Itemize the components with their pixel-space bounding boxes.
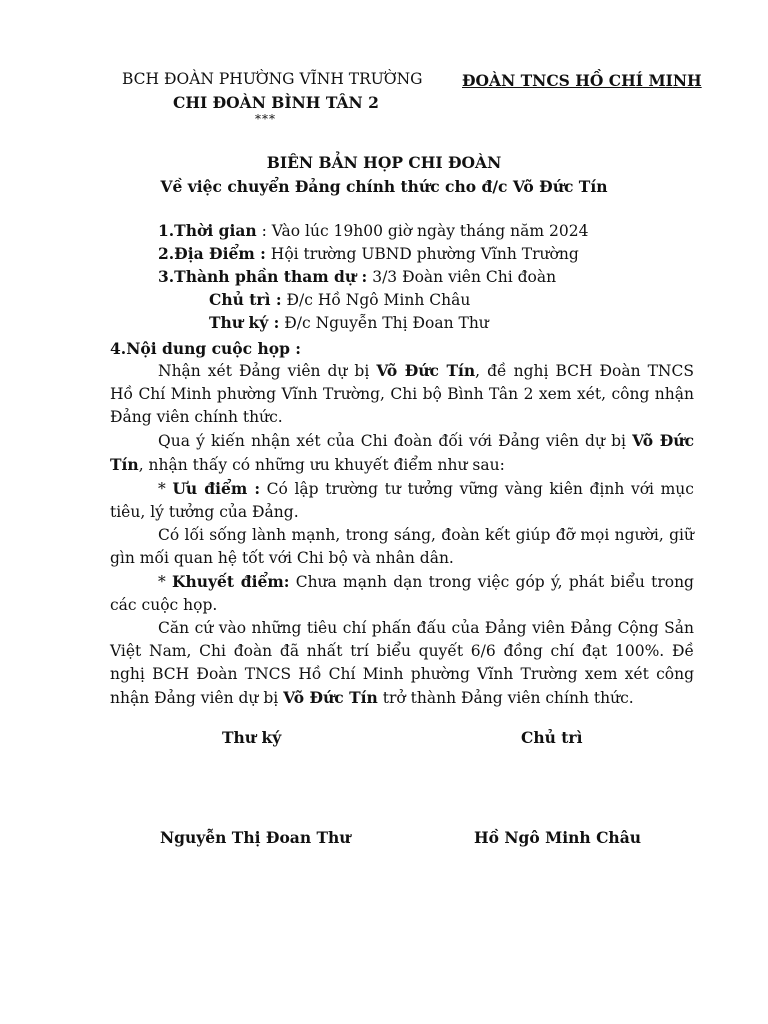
meeting-chair bbox=[209, 288, 470, 312]
header-stars: *** bbox=[255, 112, 276, 126]
secretary-value: Đ/c Nguyễn Thị Đoan Thư bbox=[279, 314, 489, 332]
paragraph-strengths: * Ưu điểm : Có lập trường tư tưởng vững vàng kiên định với mục tiêu, lý tưởng của Đảng. bbox=[110, 479, 694, 521]
content-body bbox=[110, 359, 694, 710]
secretary-title: Thư ký bbox=[222, 728, 282, 747]
secretary-label: Thư ký : bbox=[209, 313, 280, 332]
meeting-time bbox=[158, 219, 588, 243]
content-heading-number: 4. bbox=[110, 339, 127, 358]
chair-signature-name: Hồ Ngô Minh Châu bbox=[474, 828, 642, 847]
place-label: 2.Địa Điểm : bbox=[158, 244, 266, 263]
content-heading-text: Nội dung cuộc họp : bbox=[126, 339, 302, 358]
paragraph-1: Nhận xét Đảng viên dự bị Võ Đức Tín, đề nghị BCH Đoàn TNCS Hồ Chí Minh phường Vĩnh Trường, Chi bộ Bình Tân 2 xem xét, công nhận Đảng viên chính thức. bbox=[110, 361, 694, 426]
attend-label: 3.Thành phần tham dự : bbox=[158, 267, 368, 286]
weaknesses-label: Khuyết điểm: bbox=[172, 572, 290, 591]
org-name-line1: BCH ĐOÀN PHƯỜNG VĨNH TRƯỜNG bbox=[122, 70, 423, 88]
secretary-signature-name: Nguyễn Thị Đoan Thư bbox=[160, 828, 351, 847]
attend-value: 3/3 Đoàn viên Chi đoàn bbox=[367, 268, 557, 286]
paragraph-weaknesses: * Khuyết điểm: Chưa mạnh dạn trong việc góp ý, phát biểu trong các cuộc họp. bbox=[110, 572, 694, 614]
nominee-name: Võ Đức Tín bbox=[110, 431, 695, 474]
time-value: : Vào lúc 19h00 giờ ngày tháng năm 2024 bbox=[256, 222, 589, 240]
org-name-line2: CHI ĐOÀN BÌNH TÂN 2 bbox=[173, 93, 379, 112]
content-heading bbox=[110, 337, 301, 360]
place-value: Hội trường UBND phường Vĩnh Trường bbox=[265, 245, 579, 263]
strengths-label: Ưu điểm : bbox=[172, 479, 261, 498]
document-title: BIÊN BẢN HỌP CHI ĐOÀN bbox=[266, 153, 502, 172]
paragraph-lifestyle: Có lối sống lành mạnh, trong sáng, đoàn kết giúp đỡ mọi người, giữ gìn mối quan hệ tốt với Chi bộ và nhân dân. bbox=[110, 526, 694, 567]
meeting-secretary bbox=[209, 311, 489, 335]
nominee-name: Võ Đức Tín bbox=[376, 361, 476, 380]
meeting-place bbox=[158, 242, 579, 266]
chair-title: Chủ trì bbox=[521, 728, 583, 747]
paragraph-2: Qua ý kiến nhận xét của Chi đoàn đối với Đảng viên dự bị Võ Đức Tín, nhận thấy có những ưu khuyết điểm như sau: bbox=[110, 431, 695, 474]
document-subtitle: Về việc chuyển Đảng chính thức cho đ/c Võ Đức Tín bbox=[160, 177, 608, 196]
chair-label: Chủ trì : bbox=[209, 290, 282, 309]
paragraph-conclusion: Căn cứ vào những tiêu chí phấn đấu của Đảng viên Đảng Cộng Sản Việt Nam, Chi đoàn đã nhất trí biểu quyết 6/6 đồng chí đạt 100%. Đề nghị BCH Đoàn TNCS Hồ Chí Minh phường Vĩnh Trường xem xét công nhận Đảng viên dự bị Võ Đức Tín trở thành Đảng viên chính thức. bbox=[110, 619, 694, 707]
meeting-attendees bbox=[158, 265, 556, 289]
nominee-name: Võ Đức Tín bbox=[283, 688, 378, 707]
chair-value: Đ/c Hồ Ngô Minh Châu bbox=[281, 291, 471, 309]
time-label: 1.Thời gian bbox=[158, 221, 257, 240]
union-name: ĐOÀN TNCS HỒ CHÍ MINH bbox=[462, 71, 702, 90]
